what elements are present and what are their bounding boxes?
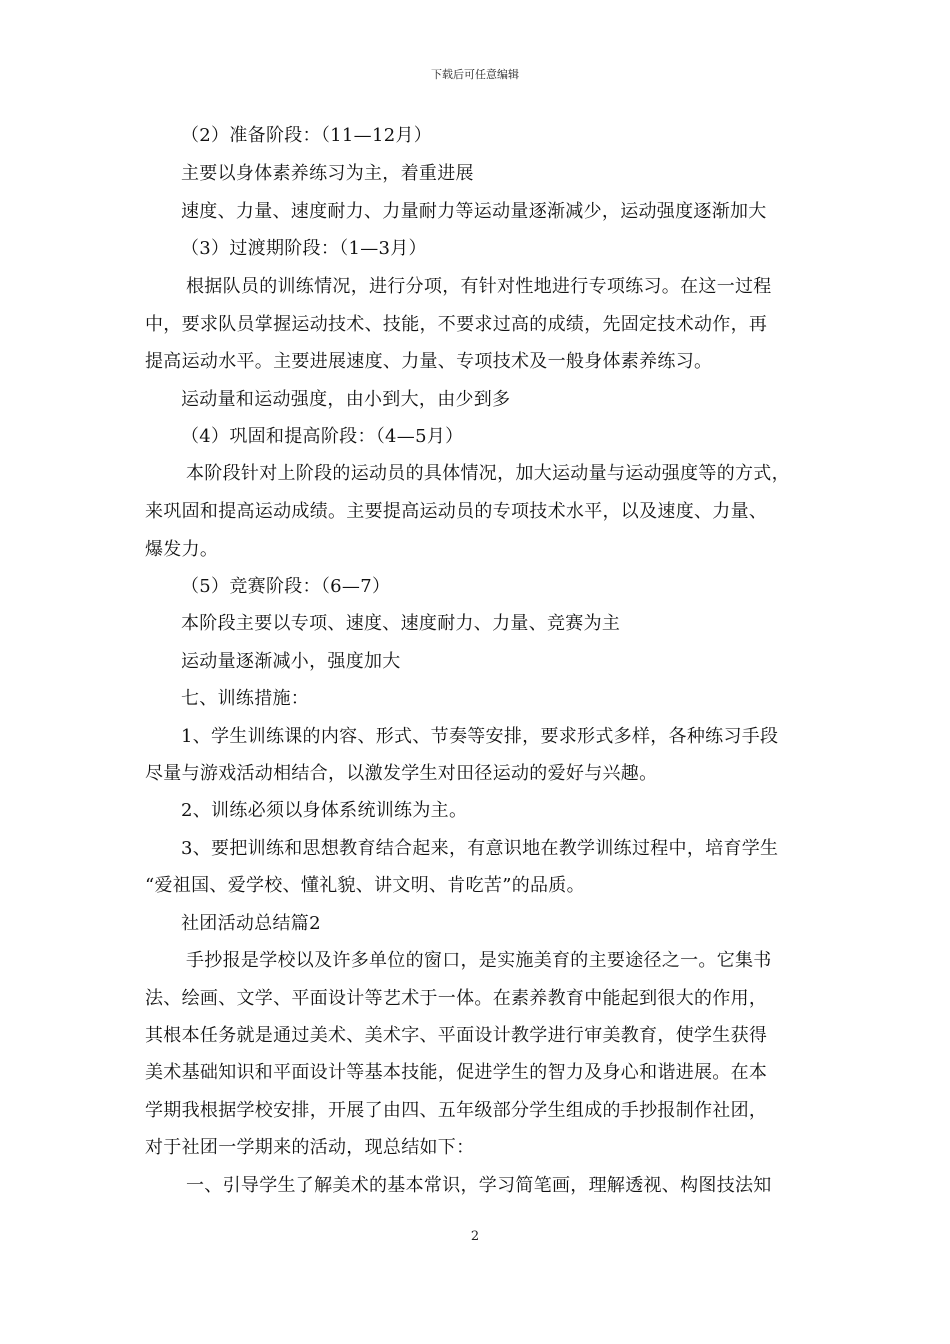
text-line: （2）准备阶段：（11—12月） — [181, 125, 433, 146]
text-line: 速度、力量、速度耐力、力量耐力等运动量逐渐减少，运动强度逐渐加大 — [181, 201, 767, 222]
text-line: “爱祖国、爱学校、懂礼貌、讲文明、肯吃苦”的品质。 — [145, 875, 585, 896]
text-line: 法、绘画、文学、平面设计等艺术于一体。在素养教育中能起到很大的作用， — [145, 988, 768, 1009]
text-line: 一、引导学生了解美术的基本常识，学习简笔画，理解透视、构图技法知 — [186, 1175, 772, 1196]
text-line: 提高运动水平。主要进展速度、力量、专项技术及一般身体素养练习。 — [145, 351, 713, 372]
text-line: 3、要把训练和思想教育结合起来，有意识地在教学训练过程中，培育学生 — [181, 838, 779, 859]
text-line: 社团活动总结篇2 — [181, 913, 321, 934]
text-line: （4）巩固和提高阶段：（4—5月） — [181, 426, 464, 447]
text-line: 中，要求队员掌握运动技术、技能，不要求过高的成绩，先固定技术动作，再 — [145, 314, 768, 335]
text-line: 2、训练必须以身体系统训练为主。 — [181, 800, 468, 821]
text-line: 1、学生训练课的内容、形式、节奏等安排，要求形式多样，各种练习手段 — [181, 726, 779, 747]
page-number: 2 — [470, 1229, 480, 1244]
text-line: （3）过渡期阶段：（1—3月） — [181, 238, 427, 259]
text-line: 七、训练措施： — [181, 688, 310, 709]
text-line: 主要以身体素养练习为主，着重进展 — [181, 163, 474, 184]
text-line: 尽量与游戏活动相结合，以激发学生对田径运动的爱好与兴趣。 — [145, 763, 658, 784]
text-line: 根据队员的训练情况，进行分项，有针对性地进行专项练习。在这一过程 — [186, 276, 772, 297]
text-line: 来巩固和提高运动成绩。主要提高运动员的专项技术水平，以及速度、力量、 — [145, 501, 768, 522]
text-line: 运动量和运动强度，由小到大，由少到多 — [181, 389, 511, 410]
page-header: 下载后可任意编辑 — [431, 68, 519, 81]
text-line: 美术基础知识和平面设计等基本技能，促进学生的智力及身心和谐进展。在本 — [145, 1062, 768, 1083]
text-line: 本阶段针对上阶段的运动员的具体情况，加大运动量与运动强度等的方式， — [186, 463, 790, 484]
text-line: 学期我根据学校安排，开展了由四、五年级部分学生组成的手抄报制作社团， — [145, 1100, 768, 1121]
text-line: （5）竞赛阶段：（6—7） — [181, 576, 391, 597]
text-line: 其根本任务就是通过美术、美术字、平面设计教学进行审美教育，使学生获得 — [145, 1025, 768, 1046]
text-line: 本阶段主要以专项、速度、速度耐力、力量、竞赛为主 — [181, 613, 621, 634]
text-line: 对于社团一学期来的活动，现总结如下： — [145, 1137, 475, 1158]
text-line: 手抄报是学校以及许多单位的窗口，是实施美育的主要途径之一。它集书 — [186, 950, 772, 971]
text-line: 运动量逐渐减小，强度加大 — [181, 651, 401, 672]
text-line: 爆发力。 — [145, 539, 219, 560]
